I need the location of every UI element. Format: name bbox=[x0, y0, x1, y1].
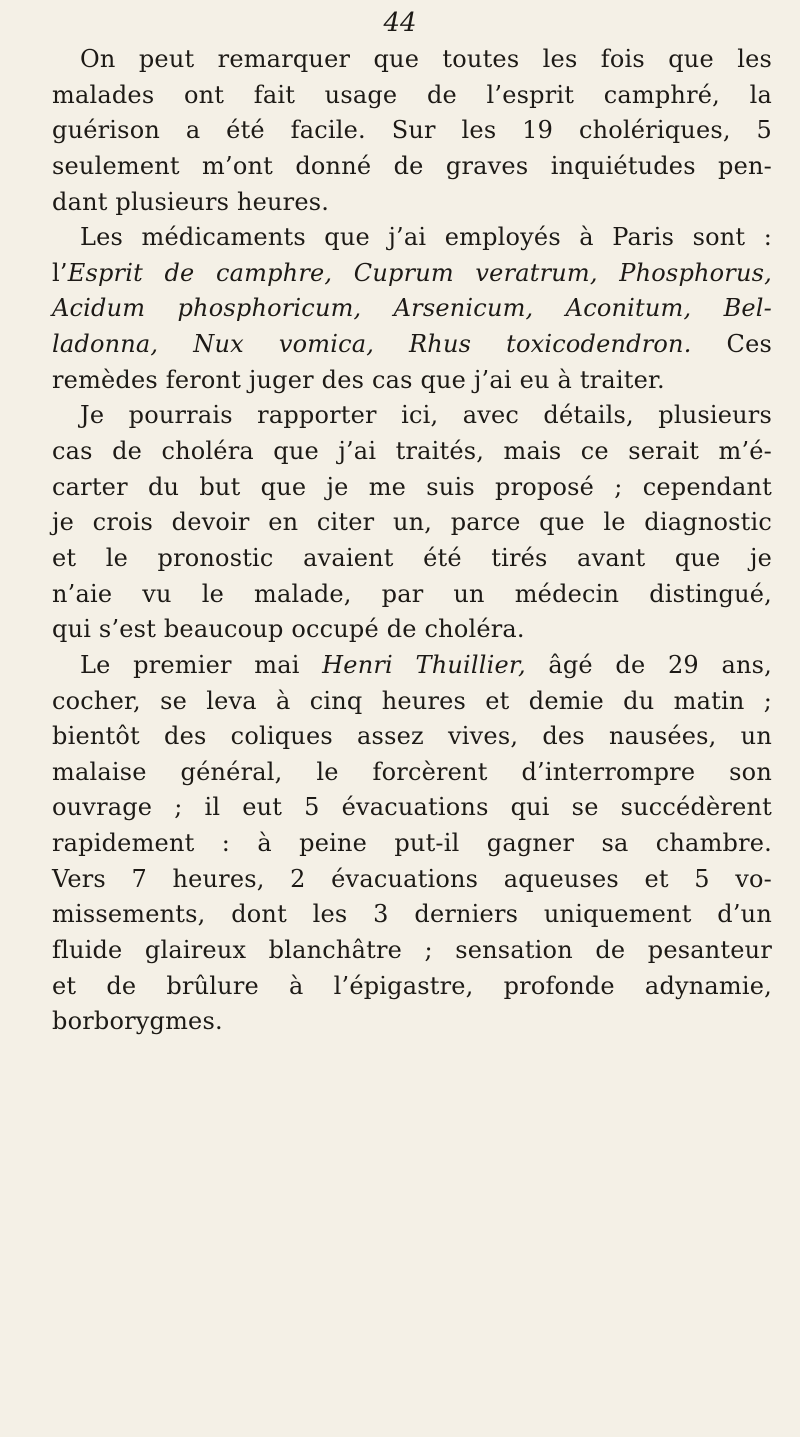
text-line bbox=[52, 256, 772, 292]
text-line: n’aie vu le malade, par un médecin distingué, bbox=[52, 579, 772, 608]
paragraph bbox=[52, 648, 772, 1040]
text-line: cas de choléra que j’ai traités, mais ce serait m’é- bbox=[52, 437, 772, 466]
italic-text: ladonna, Nux vomica, Rhus toxicodendron. bbox=[52, 330, 692, 359]
text-line: borborygmes. bbox=[52, 1007, 223, 1036]
text-line: malades ont fait usage de l’esprit camphré, la bbox=[52, 80, 772, 109]
paragraph bbox=[52, 398, 772, 647]
body-text bbox=[52, 42, 772, 1040]
text-line bbox=[52, 291, 772, 327]
text-line: missements, dont les 3 derniers uniquement d’un bbox=[52, 900, 772, 929]
text-line: dant plusieurs heures. bbox=[52, 187, 330, 216]
text-line: seulement m’ont donné de graves inquiétudes pen- bbox=[52, 151, 772, 180]
text-line: guérison a été facile. Sur les 19 cholériques, 5 bbox=[52, 116, 772, 145]
text-span: l’ bbox=[52, 258, 68, 287]
text-span: remèdes feront juger des cas que j’ai eu à traiter. bbox=[52, 365, 665, 394]
text-line bbox=[52, 363, 772, 399]
text-span: âgé de 29 ans, bbox=[525, 650, 772, 679]
text-span: Les médicaments que j’ai employés à Paris sont : bbox=[80, 223, 772, 252]
text-line bbox=[52, 648, 772, 684]
text-line: carter du but que je me suis proposé ; cependant bbox=[52, 472, 772, 501]
text-line: On peut remarquer que toutes les fois que les bbox=[80, 45, 772, 73]
text-line: malaise général, le forcèrent d’interrompre son bbox=[52, 757, 772, 786]
text-line: rapidement : à peine put-il gagner sa chambre. bbox=[52, 829, 772, 858]
text-line: fluide glaireux blanchâtre ; sensation de pesanteur bbox=[52, 936, 772, 965]
text-span: Le premier mai bbox=[80, 650, 323, 679]
text-line: qui s’est beaucoup occupé de choléra. bbox=[52, 615, 525, 644]
text-line: je crois devoir en citer un, parce que le diagnostic bbox=[52, 508, 772, 537]
text-line bbox=[52, 327, 772, 363]
text-line: Vers 7 heures, 2 évacuations aqueuses et 5 vo- bbox=[52, 864, 772, 893]
text-line: et de brûlure à l’épigastre, profonde adynamie, bbox=[52, 971, 772, 1000]
text-line: cocher, se leva à cinq heures et demie du matin ; bbox=[52, 686, 772, 715]
text-line: bientôt des coliques assez vives, des nausées, un bbox=[52, 722, 772, 751]
italic-text: Acidum phosphoricum, Arsenicum, Aconitum, Bel- bbox=[52, 294, 772, 323]
text-line: Je pourrais rapporter ici, avec détails, plusieurs bbox=[80, 401, 772, 430]
paragraph bbox=[52, 42, 772, 220]
text-span: Ces bbox=[691, 330, 773, 359]
text-line: et le pronostic avaient été tirés avant que je bbox=[52, 543, 772, 572]
page-number: 44 bbox=[383, 8, 417, 38]
paragraph bbox=[52, 220, 772, 398]
text-line: ouvrage ; il eut 5 évacuations qui se succédèrent bbox=[52, 793, 772, 822]
text-line bbox=[52, 220, 772, 256]
italic-text: Esprit de camphre, Cuprum veratrum, Phosphorus, bbox=[67, 258, 772, 287]
italic-text: Henri Thuillier, bbox=[322, 650, 526, 679]
